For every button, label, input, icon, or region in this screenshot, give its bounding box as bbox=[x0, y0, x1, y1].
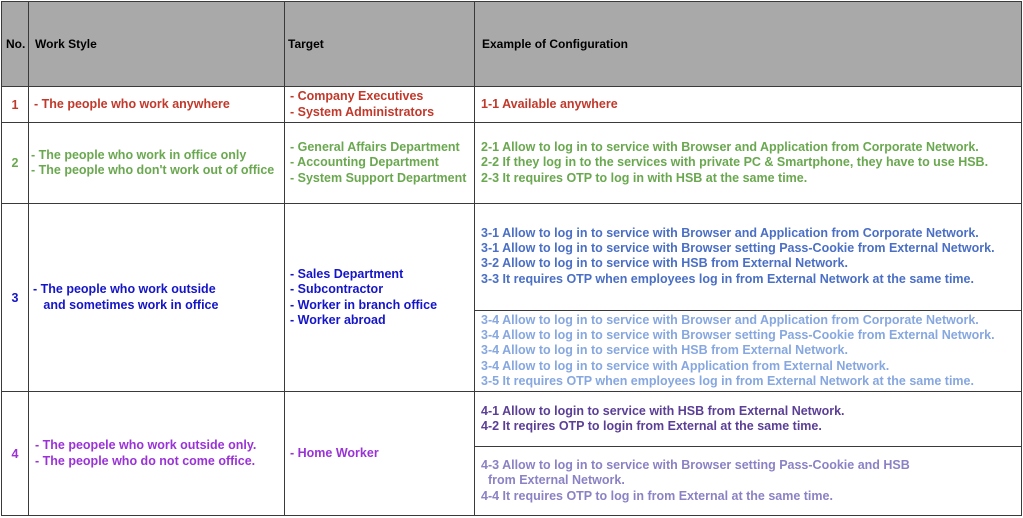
config-line: 3-5 It requires OTP when employees log in from External Network at the same time. bbox=[481, 373, 974, 388]
target-line: - Worker abroad bbox=[290, 312, 386, 327]
header-example: Example of Configuration bbox=[474, 1, 1022, 87]
config-line: 3-3 It requires OTP when employees log in from External Network at the same time. bbox=[481, 271, 974, 286]
target-line: - Subcontractor bbox=[290, 282, 384, 297]
row-4-config-b bbox=[474, 446, 1022, 516]
row-3-target bbox=[284, 203, 475, 392]
config-line: 3-4 Allow to log in to service with Application from External Network. bbox=[481, 358, 890, 373]
row-2-work-style bbox=[28, 122, 285, 204]
config-line: from External Network. bbox=[481, 473, 625, 488]
row-1-work-style bbox=[28, 86, 285, 123]
target-line: - System Administrators bbox=[290, 104, 435, 119]
config-line: 2-3 It requires OTP to log in with HSB at the same time. bbox=[481, 170, 808, 185]
config-line: 2-1 Allow to log in to service with Browser and Application from Corporate Network. bbox=[481, 140, 979, 155]
config-line: 3-4 Allow to log in to service with HSB from External Network. bbox=[481, 343, 848, 358]
work-style-line: - The people who work anywhere bbox=[34, 96, 230, 111]
target-line: - General Affairs Department bbox=[290, 140, 460, 155]
row-3-number: 3 bbox=[1, 203, 29, 392]
work-style-line: and sometimes work in office bbox=[33, 297, 219, 312]
row-4-number: 4 bbox=[1, 391, 29, 516]
target-line: - Home Worker bbox=[290, 445, 379, 460]
header-no: No. bbox=[1, 1, 29, 87]
config-line: 4-1 Allow to login to service with HSB from External Network. bbox=[481, 403, 845, 418]
config-line: 2-2 If they log in to the services with private PC & Smartphone, they have to use HSB. bbox=[481, 155, 989, 170]
row-4-work-style bbox=[28, 391, 285, 516]
row-2-config bbox=[474, 122, 1022, 204]
config-line: 3-2 Allow to log in to service with HSB from External Network. bbox=[481, 256, 848, 271]
target-line: - Worker in branch office bbox=[290, 297, 438, 312]
work-style-line: - The peopele who work outside only. bbox=[35, 438, 257, 453]
row-3-config-a bbox=[474, 203, 1022, 311]
config-line: 3-1 Allow to log in to service with Browser setting Pass-Cookie from External Network. bbox=[481, 241, 995, 256]
row-4-target bbox=[284, 391, 475, 516]
header-work-style: Work Style bbox=[28, 1, 285, 87]
row-3-config-b bbox=[474, 310, 1022, 392]
config-line: 3-4 Allow to log in to service with Browser setting Pass-Cookie from External Network. bbox=[481, 328, 995, 343]
target-line: - Sales Department bbox=[290, 267, 404, 282]
target-line: - Accounting Department bbox=[290, 155, 439, 170]
config-line: 3-4 Allow to log in to service with Browser and Application from Corporate Network. bbox=[481, 312, 979, 327]
row-1-number: 1 bbox=[1, 86, 29, 123]
work-style-line: - The people who work outside bbox=[33, 282, 216, 297]
row-1-target bbox=[284, 86, 475, 123]
work-style-line: - The people who don't work out of office bbox=[31, 163, 275, 177]
config-line: 3-1 Allow to log in to service with Browser and Application from Corporate Network. bbox=[481, 226, 979, 240]
row-4-config-a bbox=[474, 391, 1022, 447]
work-style-line: - The people who work in office only bbox=[31, 147, 247, 162]
target-line: - Company Executives bbox=[290, 89, 424, 104]
row-3-work-style bbox=[28, 203, 285, 392]
row-2-number: 2 bbox=[1, 122, 29, 204]
config-line: 1-1 Available anywhere bbox=[481, 96, 618, 111]
config-line: 4-4 It requires OTP to log in from External at the same time. bbox=[481, 488, 833, 503]
row-1-config bbox=[474, 86, 1022, 123]
work-style-line: - The people who do not come office. bbox=[35, 453, 256, 468]
header-target: Target bbox=[284, 1, 475, 87]
config-line: 4-2 It reqires OTP to login from External at the same time. bbox=[481, 419, 822, 433]
config-line: 4-3 Allow to log in to service with Browser setting Pass-Cookie and HSB bbox=[481, 458, 910, 473]
row-2-target bbox=[284, 122, 475, 204]
target-line: - System Support Department bbox=[290, 170, 467, 185]
